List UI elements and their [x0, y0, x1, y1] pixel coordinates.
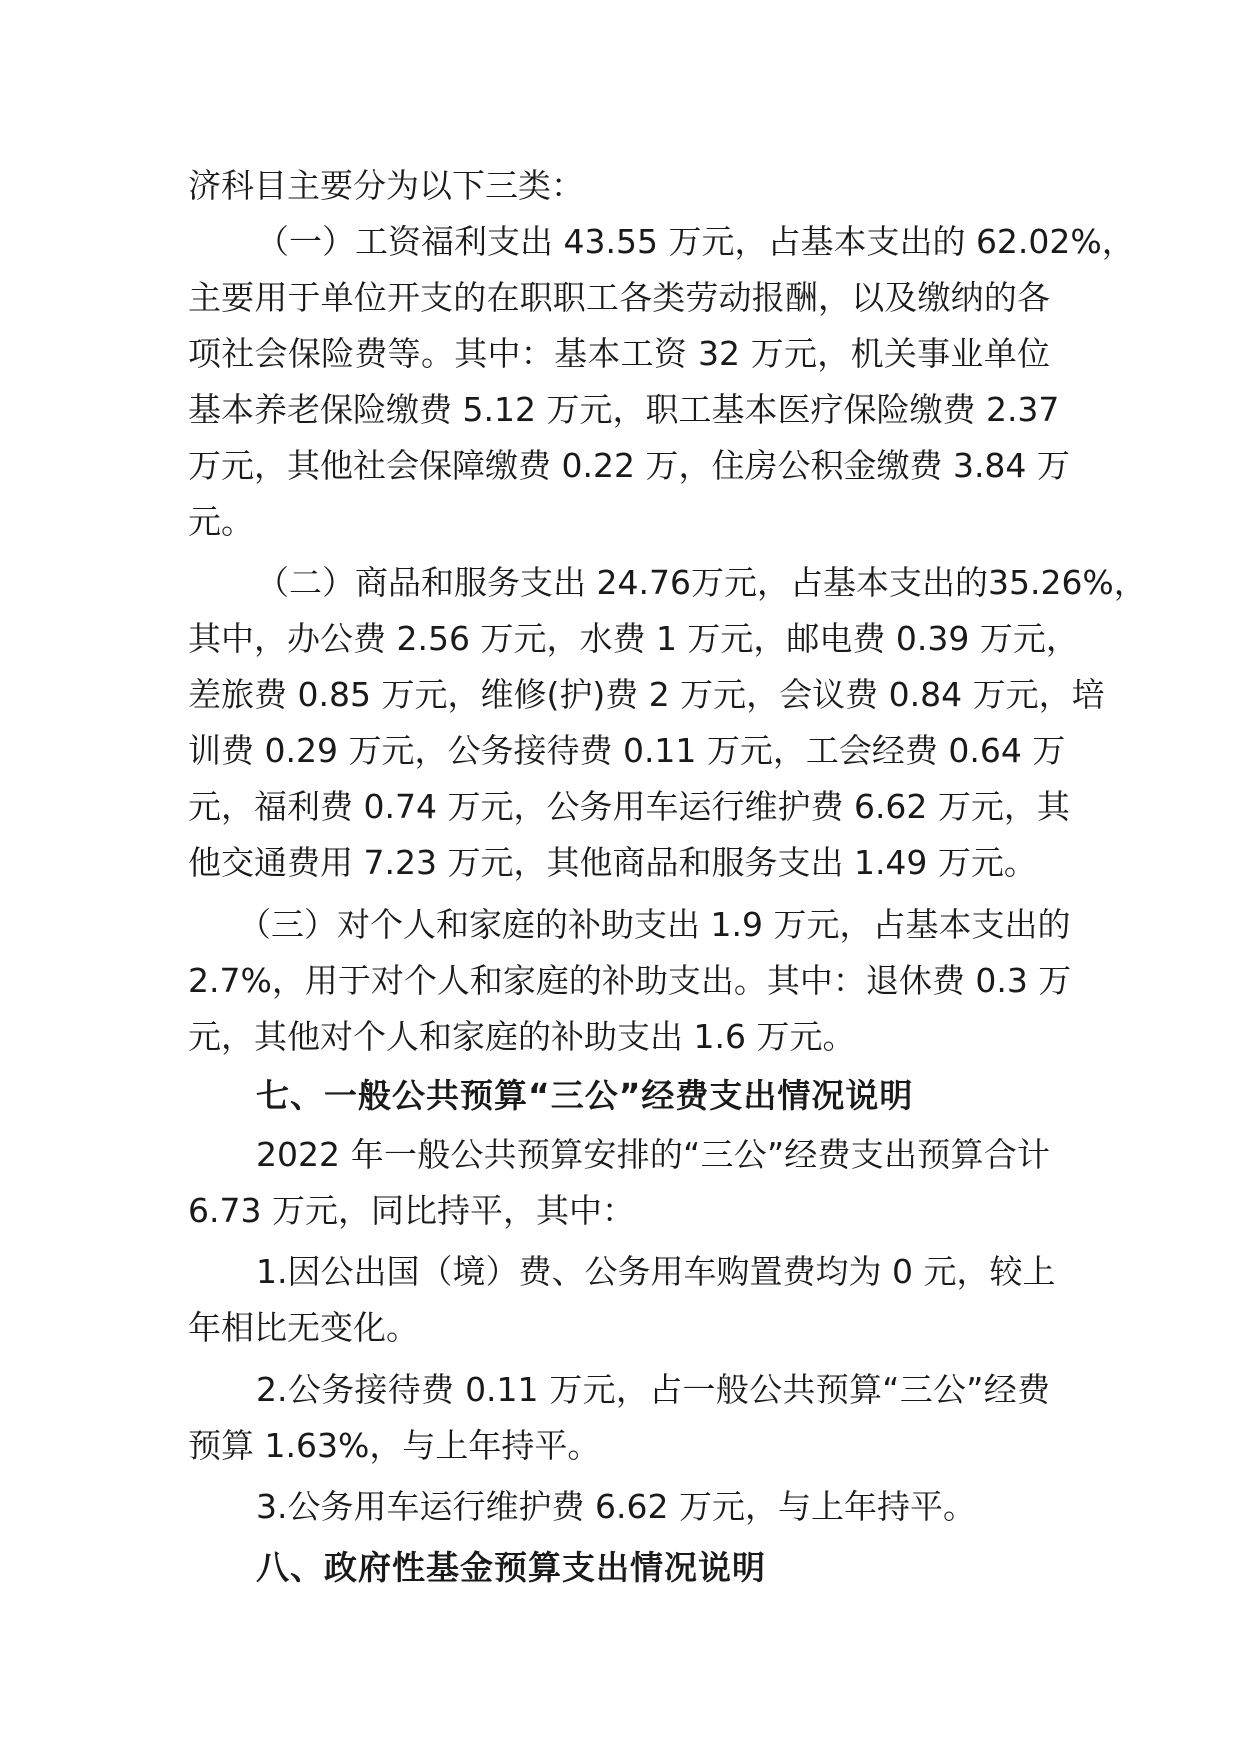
paragraph-line: 主要用于单位开支的在职职工各类劳动报酬，以及缴纳的各: [188, 278, 1050, 317]
paragraph-line: 其中，办公费 2.56 万元，水费 1 万元，邮电费 0.39 万元，: [188, 619, 1079, 658]
paragraph-line: 年相比无变化。: [188, 1308, 419, 1347]
paragraph-line: 预算 1.63%，与上年持平。: [188, 1426, 601, 1465]
paragraph-line: 元，福利费 0.74 万元，公务用车运行维护费 6.62 万元，其: [188, 787, 1070, 826]
paragraph-line: 差旅费 0.85 万元，维修(护)费 2 万元，会议费 0.84 万元，培: [188, 675, 1105, 714]
paragraph-line: 基本养老保险缴费 5.12 万元，职工基本医疗保险缴费 2.37: [188, 390, 1060, 429]
paragraph-line: （二）商品和服务支出 24.76万元，占基本支出的35.26%，: [256, 563, 1147, 602]
paragraph-line: （一）工资福利支出 43.55 万元，占基本支出的 62.02%，: [256, 222, 1135, 261]
paragraph-line: 训费 0.29 万元，公务接待费 0.11 万元，工会经费 0.64 万: [188, 731, 1066, 770]
paragraph-line: 2022 年一般公共预算安排的“三公”经费支出预算合计: [256, 1135, 1050, 1174]
paragraph-line: 2.公务接待费 0.11 万元，占一般公共预算“三公”经费: [256, 1370, 1050, 1409]
paragraph-line: 项社会保险费等。其中：基本工资 32 万元，机关事业单位: [188, 334, 1050, 373]
paragraph-line: 济科目主要分为以下三类：: [188, 166, 584, 205]
paragraph-line: 他交通费用 7.23 万元，其他商品和服务支出 1.49 万元。: [188, 843, 1037, 882]
paragraph-line: 万元，其他社会保障缴费 0.22 万，住房公积金缴费 3.84 万: [188, 446, 1070, 485]
paragraph-line: 元。: [188, 502, 254, 541]
paragraph-line: （三）对个人和家庭的补助支出 1.9 万元，占基本支出的: [238, 905, 1071, 944]
section-heading: 七、一般公共预算“三公”经费支出情况说明: [256, 1076, 914, 1115]
paragraph-line: 2.7%，用于对个人和家庭的补助支出。其中：退休费 0.3 万: [188, 961, 1072, 1000]
paragraph-line: 1.因公出国（境）费、公务用车购置费均为 0 元，较上: [256, 1252, 1056, 1291]
paragraph-line: 6.73 万元，同比持平，其中：: [188, 1191, 635, 1230]
paragraph-line: 元，其他对个人和家庭的补助支出 1.6 万元。: [188, 1017, 856, 1056]
paragraph-line: 3.公务用车运行维护费 6.62 万元，与上年持平。: [256, 1487, 976, 1526]
section-heading: 八、政府性基金预算支出情况说明: [256, 1548, 766, 1587]
